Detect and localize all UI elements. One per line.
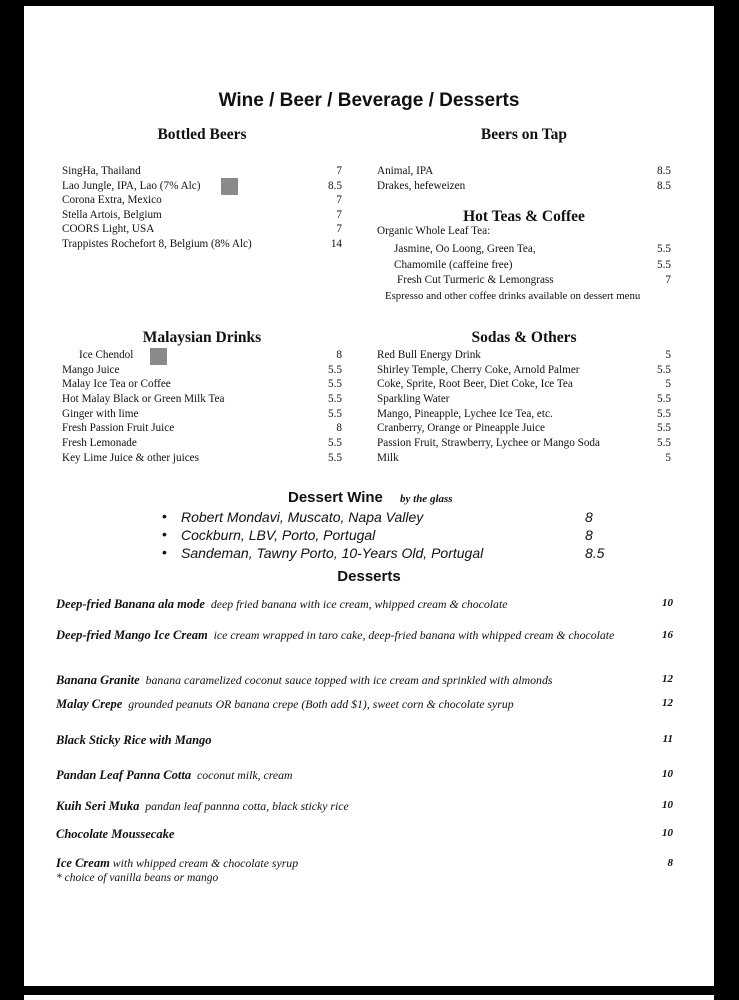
- list-item: [394, 258, 671, 273]
- list-item: [56, 597, 673, 612]
- item-price: 5.5: [657, 259, 671, 271]
- item-price: 8: [585, 509, 593, 525]
- item-name: Sandeman, Tawny Porto, 10-Years Old, Portugal: [181, 545, 484, 561]
- item-price: 8.5: [657, 165, 671, 177]
- list-item: [62, 421, 342, 436]
- item-name: SingHa, Thailand: [62, 165, 141, 177]
- dessert-desc: banana caramelized coconut sauce topped with ice cream and sprinkled with almonds: [145, 673, 553, 687]
- dessert-desc: deep fried banana with ice cream, whipped cream & chocolate: [210, 597, 508, 611]
- list-item: [377, 164, 671, 179]
- item-price: 5.5: [328, 408, 342, 420]
- list-item: [377, 436, 671, 451]
- dessert-desc: pandan leaf pannna cotta, black sticky rice: [145, 799, 349, 813]
- list-item: [377, 421, 671, 436]
- item-price: 8.5: [657, 180, 671, 192]
- list-item: [377, 348, 671, 363]
- list-item: [62, 451, 342, 466]
- dessert-name: Black Sticky Rice with Mango: [56, 733, 212, 747]
- dessert-price: 12: [662, 697, 673, 709]
- item-price: 7: [336, 194, 342, 206]
- item-name: Cranberry, Orange or Pineapple Juice: [377, 422, 545, 434]
- list-item: [62, 222, 342, 237]
- item-price: 7: [336, 165, 342, 177]
- item-name: Hot Malay Black or Green Milk Tea: [62, 393, 225, 405]
- dessert-desc: coconut milk, cream: [197, 768, 293, 782]
- bottled-beers-heading: Bottled Beers: [157, 126, 247, 143]
- item-name: COORS Light, USA: [62, 223, 155, 235]
- item-price: 7: [336, 223, 342, 235]
- dessert-name: Kuih Seri Muka: [56, 799, 140, 813]
- dessert-name: Deep-fried Banana ala mode: [56, 597, 205, 611]
- list-item: [62, 193, 342, 208]
- item-name: Robert Mondavi, Muscato, Napa Valley: [181, 509, 424, 525]
- dessert-price: 11: [662, 733, 673, 745]
- item-price: 5.5: [657, 408, 671, 420]
- list-item: [62, 164, 342, 179]
- beers-on-tap-heading: Beers on Tap: [480, 126, 568, 143]
- menu-page: [24, 6, 714, 986]
- item-name: Drakes, hefeweizen: [377, 180, 466, 192]
- item-price: 8.5: [585, 545, 605, 561]
- item-name: Ginger with lime: [62, 408, 139, 420]
- dessert-price: 12: [662, 673, 673, 685]
- item-price: 7: [665, 274, 671, 286]
- dessert-wine-heading: Dessert Wine: [288, 489, 383, 506]
- item-price: 5.5: [657, 393, 671, 405]
- item-price: 5.5: [657, 437, 671, 449]
- item-price: 5.5: [328, 378, 342, 390]
- bullet-icon: •: [162, 508, 167, 524]
- list-item: [56, 628, 673, 643]
- photo-placeholder-icon: [221, 178, 238, 195]
- item-price: 8: [336, 349, 342, 361]
- item-name: Fresh Cut Turmeric & Lemongrass: [397, 274, 554, 286]
- item-name: Corona Extra, Mexico: [62, 194, 162, 206]
- bullet-icon: •: [162, 544, 167, 560]
- list-item: [162, 527, 632, 545]
- item-name: Red Bull Energy Drink: [377, 349, 481, 361]
- bullet-icon: •: [162, 526, 167, 542]
- item-price: 5.5: [328, 364, 342, 376]
- item-name: Milk: [377, 452, 399, 464]
- item-price: 5.5: [657, 422, 671, 434]
- item-price: 5: [665, 452, 671, 464]
- list-item: [377, 392, 671, 407]
- item-name: Shirley Temple, Cherry Coke, Arnold Palmer: [377, 364, 580, 376]
- list-item: [56, 799, 673, 814]
- dessert-name: Banana Granite: [56, 673, 140, 687]
- desserts-heading: Desserts: [337, 568, 401, 585]
- item-price: 5: [665, 378, 671, 390]
- dessert-note: * choice of vanilla beans or mango: [56, 872, 219, 884]
- list-item: [377, 407, 671, 422]
- dessert-name: Chocolate Moussecake: [56, 827, 175, 841]
- list-item: [62, 436, 342, 451]
- item-price: 8: [585, 527, 593, 543]
- list-item: [62, 377, 342, 392]
- dessert-name: Pandan Leaf Panna Cotta: [56, 768, 192, 782]
- item-price: 5.5: [328, 393, 342, 405]
- dessert-desc: ice cream wrapped in taro cake, deep-fried banana with whipped cream & chocolate: [213, 628, 615, 642]
- dessert-price: 16: [662, 629, 673, 641]
- list-item: [377, 363, 671, 378]
- list-item: [62, 179, 342, 194]
- item-name: Mango Juice: [62, 364, 120, 376]
- item-price: 5.5: [657, 243, 671, 255]
- tea-subheading: Organic Whole Leaf Tea:: [377, 225, 491, 237]
- malaysian-drinks-heading: Malaysian Drinks: [142, 329, 262, 346]
- list-item: [62, 237, 342, 252]
- dessert-desc: grounded peanuts OR banana crepe (Both add $1), sweet corn & chocolate syrup: [128, 697, 514, 711]
- item-price: 14: [330, 238, 342, 250]
- list-item: [62, 407, 342, 422]
- list-item: [56, 673, 673, 688]
- list-item: [62, 363, 342, 378]
- dessert-desc: with whipped cream & chocolate syrup: [112, 856, 299, 870]
- dessert-price: 10: [662, 799, 673, 811]
- list-item: [62, 392, 342, 407]
- dessert-price: 10: [662, 768, 673, 780]
- list-item: [56, 856, 673, 886]
- list-item: [56, 768, 673, 783]
- dessert-price: 8: [667, 857, 673, 869]
- item-name: Coke, Sprite, Root Beer, Diet Coke, Ice Tea: [377, 378, 573, 390]
- dessert-name: Malay Crepe: [56, 697, 123, 711]
- item-name: Lao Jungle, IPA, Lao (7% Alc): [62, 180, 201, 192]
- item-name: Trappistes Rochefort 8, Belgium (8% Alc): [62, 238, 252, 250]
- item-name: Sparkling Water: [377, 393, 450, 405]
- coffee-note: Espresso and other coffee drinks available on dessert menu: [385, 290, 641, 302]
- item-name: Fresh Passion Fruit Juice: [62, 422, 175, 434]
- dessert-name: Deep-fried Mango Ice Cream: [56, 628, 208, 642]
- list-item: [79, 348, 342, 363]
- item-price: 8.5: [328, 180, 342, 192]
- hot-teas-heading: Hot Teas & Coffee: [463, 208, 585, 225]
- dessert-price: 10: [662, 827, 673, 839]
- item-price: 5.5: [328, 452, 342, 464]
- item-name: Stella Artois, Belgium: [62, 209, 162, 221]
- dessert-name: Ice Cream: [56, 856, 110, 870]
- list-item: [56, 733, 673, 748]
- item-name: Ice Chendol: [79, 349, 134, 361]
- item-name: Mango, Pineapple, Lychee Ice Tea, etc.: [377, 408, 553, 420]
- sodas-heading: Sodas & Others: [471, 329, 577, 346]
- item-price: 5.5: [328, 437, 342, 449]
- item-name: Fresh Lemonade: [62, 437, 137, 449]
- item-price: 8: [336, 422, 342, 434]
- item-name: Chamomile (caffeine free): [394, 259, 513, 271]
- list-item: [394, 242, 671, 257]
- dessert-price: 10: [662, 597, 673, 609]
- item-name: Animal, IPA: [377, 165, 434, 177]
- list-item: [162, 545, 632, 563]
- list-item: [56, 697, 673, 712]
- item-price: 7: [336, 209, 342, 221]
- list-item: [397, 273, 671, 288]
- page-title: Wine / Beer / Beverage / Desserts: [218, 90, 520, 111]
- list-item: [56, 827, 673, 842]
- list-item: [377, 377, 671, 392]
- item-price: 5.5: [657, 364, 671, 376]
- item-name: Jasmine, Oo Loong, Green Tea,: [394, 243, 536, 255]
- next-page-edge: [24, 995, 714, 1000]
- item-name: Passion Fruit, Strawberry, Lychee or Mango Soda: [377, 437, 600, 449]
- item-name: Key Lime Juice & other juices: [62, 452, 200, 464]
- item-name: Cockburn, LBV, Porto, Portugal: [181, 527, 376, 543]
- dessert-wine-subtitle: by the glass: [400, 493, 453, 505]
- list-item: [162, 509, 632, 527]
- list-item: [377, 179, 671, 194]
- item-name: Malay Ice Tea or Coffee: [62, 378, 171, 390]
- item-price: 5: [665, 349, 671, 361]
- list-item: [377, 451, 671, 466]
- list-item: [62, 208, 342, 223]
